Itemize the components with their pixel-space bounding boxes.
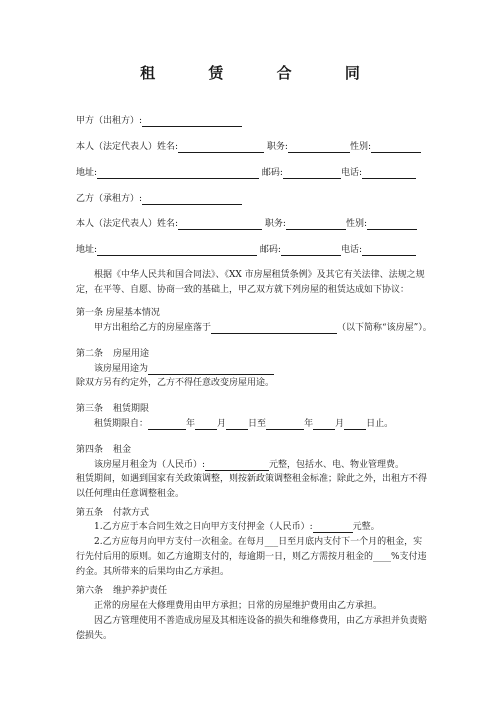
party-b-blank[interactable] xyxy=(142,194,242,205)
article-1-text-a: 甲方出租给乙方的房屋座落于 xyxy=(94,323,212,333)
article-2-line-1 xyxy=(76,363,454,375)
party-b-address-line xyxy=(76,244,436,256)
party-b-postcode-blank[interactable] xyxy=(281,245,341,256)
party-a-gender-label: 性别: xyxy=(349,142,372,152)
party-a-phone-blank[interactable] xyxy=(362,168,416,179)
month-label: 月 xyxy=(217,419,227,429)
payment-schedule-paragraph: 2.乙方应每月向甲方支付一次租金。在每月___日至月底内支付下一个月的租金，实行先付后用的原则。如乙方逾期支付的，每逾期一日，则乙方需按月租金的____%支付违约金。其所带来的后果均由乙方承担。 xyxy=(76,537,427,577)
article-2-number: 第二条 xyxy=(76,349,104,359)
party-a-name-blank[interactable] xyxy=(178,142,264,153)
party-a-postcode-label: 邮码: xyxy=(261,168,283,178)
article-2-heading xyxy=(76,348,436,360)
deposit-amount-blank[interactable] xyxy=(313,522,353,533)
party-a-label: 甲方（出租方）: xyxy=(76,116,143,126)
deposit-suffix: 元整。 xyxy=(352,522,380,532)
party-a-address-line xyxy=(76,167,436,179)
party-b-person-label: 本人（法定代表人）姓名: xyxy=(76,219,179,229)
article-2-line-2: 除双方另有约定外，乙方不得任意改变房屋用途。 xyxy=(76,378,275,388)
article-4-title: 租金 xyxy=(113,445,132,455)
deposit-label: 1.乙方应于本合同生效之日向甲方支付押金（人民币）: xyxy=(94,522,313,532)
party-b-phone-label: 电话: xyxy=(340,245,363,255)
article-1-line xyxy=(76,322,454,334)
start-year-blank[interactable] xyxy=(148,419,186,430)
end-month-blank[interactable] xyxy=(313,419,335,430)
party-a-line xyxy=(76,115,436,127)
article-3-number: 第三条 xyxy=(76,404,104,414)
party-b-postcode-label: 邮码: xyxy=(259,245,281,255)
party-a-person-label: 本人（法定代表人）姓名: xyxy=(76,142,179,152)
article-2-title: 房屋用途 xyxy=(113,349,150,359)
preamble-paragraph: 根据《中华人民共和国合同法》、《XX 市房屋租赁条例》及其它有关法律、法规之规定，在平等、自愿、协商一致的基础上，甲乙双方就下列房屋的租赁达成如下协议： xyxy=(76,270,425,295)
party-b-gender-blank[interactable] xyxy=(367,219,417,230)
damage-liability-paragraph: 因乙方管理使用不善造成房屋及其相连设备的损失和维修费用，由乙方承担并负责赔偿损失。 xyxy=(76,616,428,641)
lease-term-label: 租赁期限自： xyxy=(94,419,149,429)
article-1-heading: 第一条 房屋基本情况 xyxy=(76,308,160,318)
article-6-number: 第六条 xyxy=(76,586,104,596)
party-b-address-label: 地址: xyxy=(76,245,98,255)
party-a-position-label: 职务: xyxy=(266,142,288,152)
party-a-postcode-blank[interactable] xyxy=(283,168,341,179)
property-usage-blank[interactable] xyxy=(148,364,274,375)
party-b-person-line xyxy=(76,218,436,230)
party-b-name-blank[interactable] xyxy=(178,219,262,230)
article-4-number: 第四条 xyxy=(76,445,104,455)
lease-term-line xyxy=(76,418,454,430)
end-year-blank[interactable] xyxy=(266,419,304,430)
party-a-address-label: 地址: xyxy=(76,168,98,178)
party-b-position-blank[interactable] xyxy=(286,219,346,230)
article-2-usage-label: 该房屋用途为 xyxy=(94,364,149,374)
party-b-line xyxy=(76,193,436,205)
maintenance-line: 正常的房屋在大修理费用由甲方承担；日常的房屋维护费用由乙方承担。 xyxy=(94,601,383,611)
article-5-title: 付款方式 xyxy=(113,508,150,518)
article-6-heading xyxy=(76,585,436,597)
article-1-text-b: （以下简称“该房屋”）。 xyxy=(337,323,432,333)
party-a-person-line xyxy=(76,141,436,153)
rent-amount-line xyxy=(76,459,454,471)
day-to-label: 日至 xyxy=(248,419,267,429)
party-b-label: 乙方（承租方）: xyxy=(76,194,143,204)
party-a-gender-blank[interactable] xyxy=(371,142,421,153)
deposit-line xyxy=(76,521,454,533)
article-6-title: 维护养护责任 xyxy=(113,586,168,596)
property-location-blank[interactable] xyxy=(211,323,337,334)
article-3-title: 租赁期限 xyxy=(113,404,150,414)
rent-amount-suffix: 元整，包括水、电、物业管理费。 xyxy=(269,460,405,470)
article-4-heading xyxy=(76,444,436,456)
party-a-blank[interactable] xyxy=(142,116,242,127)
rent-adjustment-paragraph: 租赁期间，如遇到国家有关政策调整，则按新政策调整租金标准；除此之外，出租方不得以任何理由任意调整租金。 xyxy=(76,474,428,499)
article-3-heading xyxy=(76,403,436,415)
year-label: 年 xyxy=(186,419,196,429)
rent-amount-label: 该房屋月租金为（人民币）: xyxy=(94,460,206,470)
monthly-rent-blank[interactable] xyxy=(205,460,269,471)
day-end-label: 日止。 xyxy=(366,419,394,429)
party-a-phone-label: 电话: xyxy=(340,168,363,178)
document-title: 租 赁 合 同 xyxy=(140,64,384,82)
article-5-number: 第五条 xyxy=(76,508,104,518)
party-b-phone-blank[interactable] xyxy=(362,245,416,256)
article-5-heading xyxy=(76,507,436,519)
party-a-position-blank[interactable] xyxy=(288,142,350,153)
year-label: 年 xyxy=(304,419,314,429)
party-b-address-blank[interactable] xyxy=(97,245,257,256)
start-month-blank[interactable] xyxy=(195,419,217,430)
party-b-position-label: 职务: xyxy=(264,219,286,229)
party-a-address-blank[interactable] xyxy=(97,168,259,179)
end-day-blank[interactable] xyxy=(344,419,366,430)
month-label: 月 xyxy=(335,419,345,429)
party-b-gender-label: 性别: xyxy=(345,219,368,229)
start-day-blank[interactable] xyxy=(226,419,248,430)
